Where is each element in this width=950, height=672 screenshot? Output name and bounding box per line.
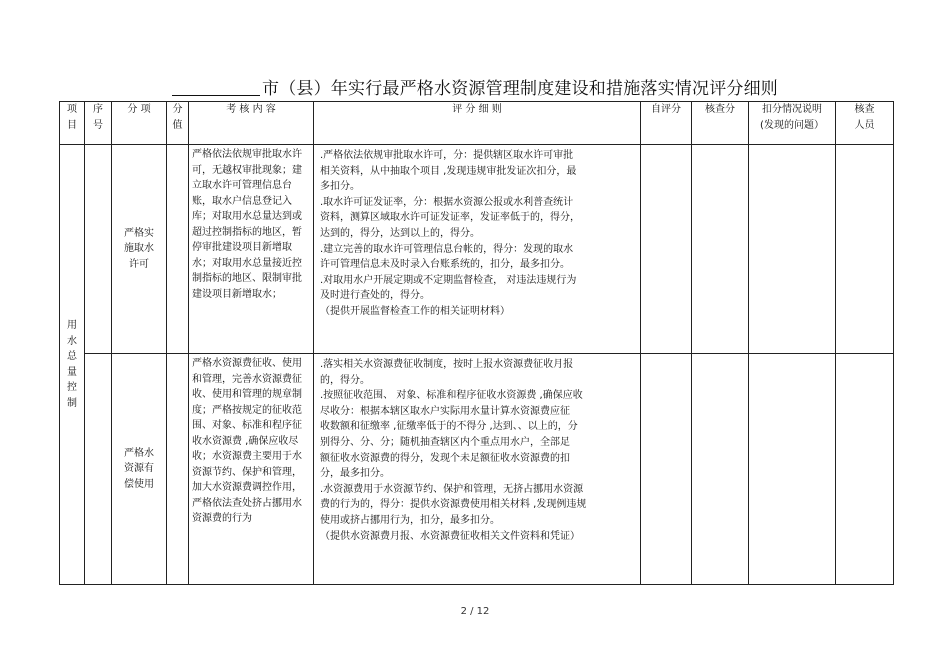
header-check-score: 核查分 (692, 102, 749, 145)
content-cell: 严格水资源费征收、使用和管理，完善水资源费征收、使用和管理的规章制度；严格按规定的征收范围、对象、标准和程序征收水资源费 ,确保应收尽收；水资源费主要用于水资源节约、保护和管理，加大水资源费调控作用，严格依法查处挤占挪用水资源费的行为 (189, 354, 314, 585)
detail-cell (314, 354, 641, 585)
deduction-note-cell (749, 354, 836, 585)
check-score-cell (692, 354, 749, 585)
detail-cell (314, 145, 641, 354)
detail-line: .水资源费用于水资源节约、保护和管理，无挤占挪用水资源 (320, 483, 584, 495)
self-score-cell (641, 354, 692, 585)
title-text: 市（县）年实行最严格水资源管理制度建设和措施落实情况评分细则 (262, 79, 778, 99)
detail-line: 别得分、分、分；随机抽查辖区内个重点用水户，全部足 (320, 436, 570, 448)
item-name-cell: 用 水 总 量 控 制 (60, 145, 85, 585)
detail-line: .按照征收范围、 对象、标准和程序征收水资源费 ,确保应收 (320, 390, 583, 402)
detail-line: 相关资料，从中抽取个项目 ,发现违规审批发证次扣分，最 (320, 165, 577, 177)
header-row (60, 102, 894, 145)
seq-cell (85, 354, 112, 585)
detail-line: .取水许可证发证率，分：根据水资源公报或水利普查统计 (320, 196, 574, 208)
detail-line: （提供开展监督检查工作的相关证明材料） (320, 305, 510, 317)
detail-line: 分，最多扣分。 (320, 468, 390, 480)
document-title (0, 74, 950, 99)
score-cell (167, 145, 189, 354)
content-cell: 严格依法依规审批取水许可，无越权审批现象；建立取水许可管理信息台账，取水户信息登记入库；对取用水总量达到或超过控制指标的地区，暂停审批建设项目新增取水；对取用水总量接近控制指标的地区、限制审批建设项目新增取水； (189, 145, 314, 354)
detail-line: 额征收水资源费的得分，发现个未足额征收水资源费的扣 (320, 452, 570, 464)
detail-line: 多扣分。 (320, 181, 360, 193)
detail-line: 收数额和征缴率 ,征缴率低于的不得分 ,达到、、以上的，分 (320, 421, 578, 433)
header-deduction-note: 扣分情况说明 (发现的问题） (749, 102, 836, 145)
seq-cell (85, 145, 112, 354)
check-score-cell (692, 145, 749, 354)
self-score-cell (641, 145, 692, 354)
detail-line: 尽收分：根据本辖区取水户实际用水量计算水资源费应征 (320, 405, 570, 417)
checker-cell (836, 354, 894, 585)
header-detail: 评 分 细 则 (314, 102, 641, 145)
detail-line: .落实相关水资源费征收制度，按时上报水资源费征收月报 (320, 359, 574, 370)
score-cell (167, 354, 189, 585)
sub-item-cell: 严格实 施取水 许可 (112, 145, 167, 354)
table-row (60, 145, 894, 354)
detail-line: 资料，测算区域取水许可证发证率，发证率低于的，得分， (320, 212, 580, 224)
header-sub-item: 分 项 (112, 102, 167, 145)
detail-line: .严格依法依规审批取水许可，分：提供辖区取水许可审批 (320, 150, 574, 161)
detail-line: 达到的，得分，达到以上的，得分。 (320, 227, 480, 239)
header-checker: 核查 人员 (836, 102, 894, 145)
table-row (60, 354, 894, 585)
header-content: 考 核 内 容 (189, 102, 314, 145)
header-seq: 序 号 (85, 102, 112, 145)
checker-cell (836, 145, 894, 354)
detail-line: 许可管理信息未及时录入台账系统的，扣分，最多扣分。 (320, 259, 570, 271)
detail-line: 的，得分。 (320, 374, 370, 386)
detail-line: 及时进行查处的，得分。 (320, 290, 430, 302)
scoring-table (59, 101, 894, 585)
detail-line: .对取用水户开展定期或不定期监督检查， 对违法违规行为 (320, 274, 577, 286)
page-number: 2 / 12 (460, 606, 490, 617)
detail-line: 使用或挤占挪用行为，扣分，最多扣分。 (320, 514, 500, 526)
header-self-score: 自评分 (641, 102, 692, 145)
deduction-note-cell (749, 145, 836, 354)
sub-item-cell: 严格水 资源有 偿使用 (112, 354, 167, 585)
header-score: 分 值 (167, 102, 189, 145)
detail-line: .建立完善的取水许可管理信息台帐的，得分：发现的取水 (320, 243, 574, 255)
header-item: 项 目 (60, 102, 85, 145)
detail-line: （提供水资源费月报、水资源费征收相关文件资料和凭证） (320, 530, 580, 542)
detail-line: 费的行为的，得分：提供水资源费使用相关材料 ,发现例违规 (320, 499, 587, 511)
title-blank-underline (172, 79, 260, 96)
